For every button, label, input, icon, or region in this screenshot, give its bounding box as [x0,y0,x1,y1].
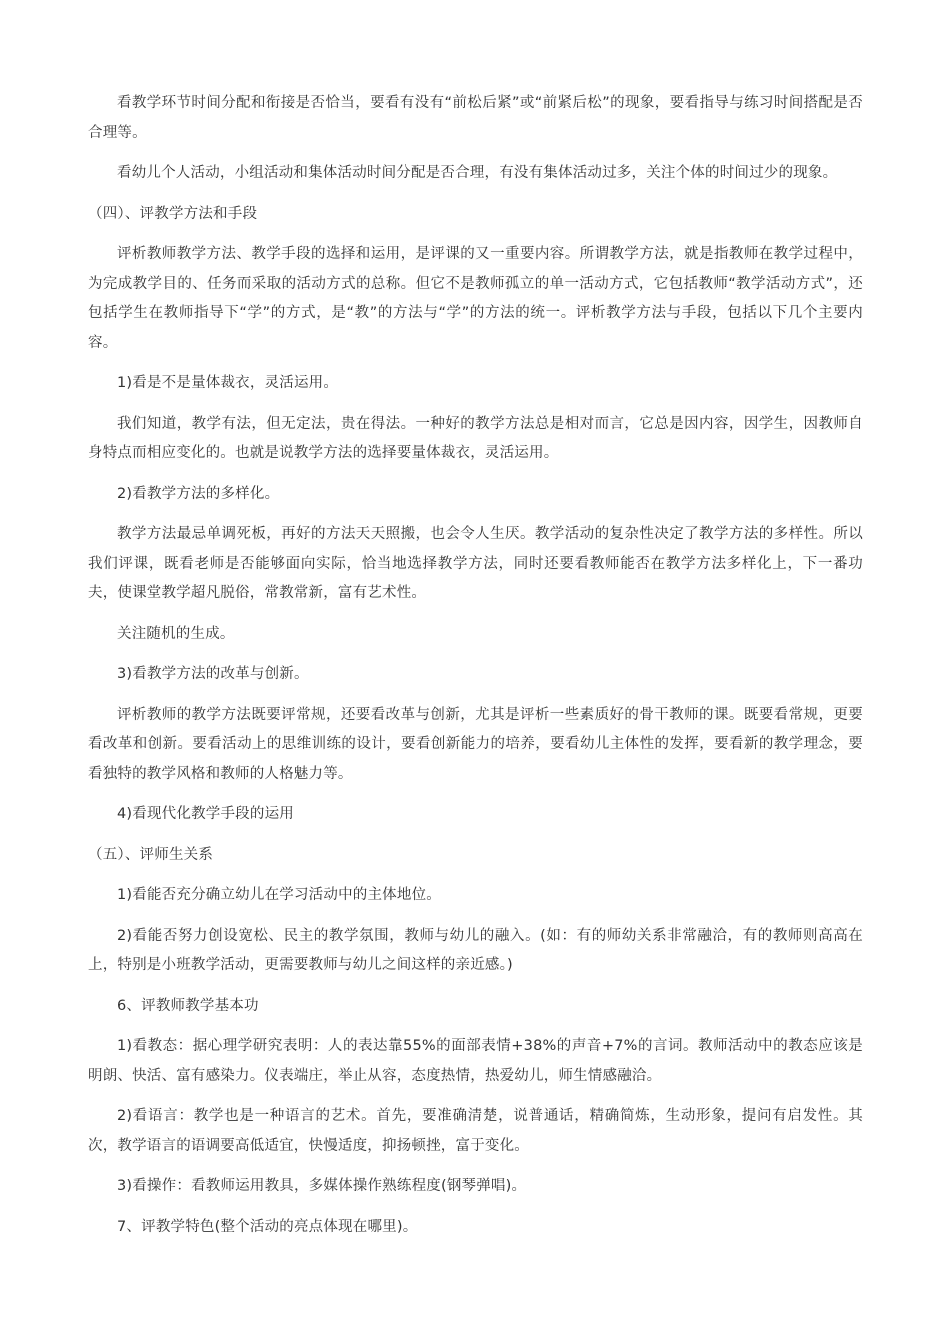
list-item-method-1: 1)看是不是量体裁衣，灵活运用。 [117,375,339,391]
paragraph-basic-skill-1: 1)看教态：据心理学研究表明：人的表达靠55%的面部表情+38%的声音+7%的言词。教师活动中的教态应该是明朗、快活、富有感染力。仪表端庄，举止从容，态度热情，热爱幼儿，师生情感融洽。 [88,1038,863,1084]
section-heading-4: （四）、评教学方法和手段 [88,205,258,222]
paragraph-time-allocation: 看教学环节时间分配和衔接是否恰当，要看有没有“前松后紧”或“前紧后松”的现象，要看指导与练习时间搭配是否合理等。 [88,95,863,141]
paragraph-basic-skill-2: 2)看语言：教学也是一种语言的艺术。首先，要准确清楚，说普通话，精确简炼，生动形象，提问有启发性。其次，教学语言的语调要高低适宜，快慢适度，抑扬顿挫，富于变化。 [88,1108,863,1154]
paragraph-method-3-detail: 评析教师的教学方法既要评常规，还要看改革与创新，尤其是评析一些素质好的骨干教师的课。既要看常规，更要看改革和创新。要看活动上的思维训练的设计，要看创新能力的培养，要看幼儿主体性的发挥，要看新的教学理念，要看独特的教学风格和教师的人格魅力等。 [88,706,863,782]
section-heading-7: 7、评教学特色(整个活动的亮点体现在哪里)。 [117,1218,418,1235]
paragraph-method-2-detail: 教学方法最忌单调死板，再好的方法天天照搬，也会令人生厌。教学活动的复杂性决定了教学方法的多样性。所以我们评课，既看老师是否能够面向实际，恰当地选择教学方法，同时还要看教师能否在教学方法多样化上，下一番功夫，使课堂教学超凡脱俗，常教常新，富有艺术性。 [88,526,863,601]
document-body [88,89,863,1253]
paragraph-relation-2: 2)看能否努力创设宽松、民主的教学氛围，教师与幼儿的融入。(如：有的师幼关系非常融洽，有的教师则高高在上，特别是小班教学活动，更需要教师与幼儿之间这样的亲近感。) [88,927,863,973]
list-item-random-generation: 关注随机的生成。 [117,625,235,642]
list-item-relation-1: 1)看能否充分确立幼儿在学习活动中的主体地位。 [117,887,441,903]
paragraph-method-1-detail: 我们知道，教学有法，但无定法，贵在得法。一种好的教学方法总是相对而言，它总是因内容，因学生，因教师自身特点而相应变化的。也就是说教学方法的选择要量体裁衣，灵活运用。 [88,415,863,461]
list-item-method-3: 3)看教学方法的改革与创新。 [117,666,309,682]
list-item-basic-skill-3: 3)看操作：看教师运用教具，多媒体操作熟练程度(钢琴弹唱)。 [117,1178,527,1194]
list-item-method-4: 4)看现代化教学手段的运用 [117,806,294,822]
paragraph-teaching-methods-intro: 评析教师教学方法、教学手段的选择和运用，是评课的又一重要内容。所谓教学方法，就是指教师在教学过程中，为完成教学目的、任务而采取的活动方式的总称。但它不是教师孤立的单一活动方式，它包括教师“教学活动方式”，还包括学生在教师指导下“学”的方式，是“教”的方法与“学”的方法的统一。评析教学方法与手段，包括以下几个主要内容。 [88,246,863,351]
section-heading-6: 6、评教师教学基本功 [117,997,259,1014]
list-item-method-2: 2)看教学方法的多样化。 [117,485,280,502]
paragraph-activity-allocation: 看幼儿个人活动，小组活动和集体活动时间分配是否合理，有没有集体活动过多，关注个体的时间过少的现象。 [117,165,838,181]
section-heading-5: （五）、评师生关系 [88,846,214,863]
